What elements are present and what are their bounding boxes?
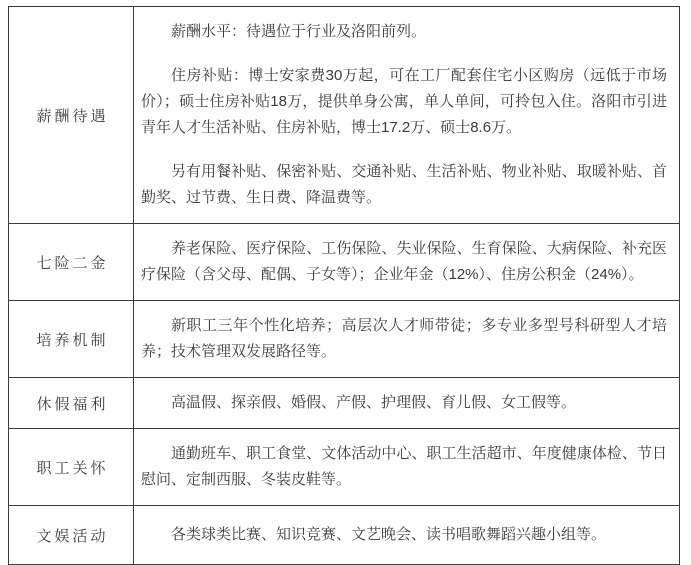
row-content-salary: [134, 7, 679, 223]
paragraph-entertainment: 各类球类比赛、知识竞赛、文艺晚会、读书唱歌舞蹈兴趣小组等。: [171, 526, 607, 543]
paragraph-housing-subsidy: 住房补贴：博士安家费30万起，可在工厂配套住宅小区购房（远低于市场价）；硕士住房补贴18万，提供单身公寓，单人单间，可拎包入住。洛阳市引进青年人才生活补贴、住房补贴，博士17.2万、硕士8.6万。: [141, 67, 667, 136]
row-label-vacation: 休假福利: [9, 378, 134, 428]
row-label-insurance: 七险二金: [9, 224, 134, 300]
paragraph-training: 新职工三年个性化培养；高层次人才师带徒；多专业多型号科研型人才培养；技术管理双发展路径等。: [141, 317, 667, 360]
row-content-entertainment: [134, 506, 679, 564]
benefits-table: [8, 6, 680, 565]
row-content-vacation: [134, 378, 679, 428]
row-content-care: [134, 429, 679, 505]
row-label-salary: 薪酬待遇: [9, 7, 134, 223]
paragraph-other-subsidies: 另有用餐补贴、保密补贴、交通补贴、生活补贴、物业补贴、取暖补贴、首勤奖、过节费、生日费、降温费等。: [141, 163, 667, 206]
table-row-vacation: [9, 378, 679, 429]
table-row-insurance: [9, 224, 679, 301]
paragraph-care: 通勤班车、职工食堂、文体活动中心、职工生活超市、年度健康体检、节日慰问、定制西服、冬装皮鞋等。: [141, 445, 667, 488]
table-row-care: [9, 429, 679, 506]
row-label-care: 职工关怀: [9, 429, 134, 505]
paragraph-salary-level: 薪酬水平：待遇位于行业及洛阳前列。: [171, 23, 427, 40]
table-row-salary: [9, 7, 679, 224]
row-content-training: [134, 301, 679, 377]
table-row-training: [9, 301, 679, 378]
row-content-insurance: [134, 224, 679, 300]
row-label-entertainment: 文娱活动: [9, 506, 134, 564]
paragraph-insurance: 养老保险、医疗保险、工伤保险、失业保险、生育保险、大病保险、补充医疗保险（含父母、配偶、子女等）；企业年金（12%）、住房公积金（24%）。: [141, 240, 667, 283]
table-row-entertainment: [9, 506, 679, 564]
row-label-training: 培养机制: [9, 301, 134, 377]
paragraph-vacation: 高温假、探亲假、婚假、产假、护理假、育儿假、女工假等。: [171, 394, 577, 411]
